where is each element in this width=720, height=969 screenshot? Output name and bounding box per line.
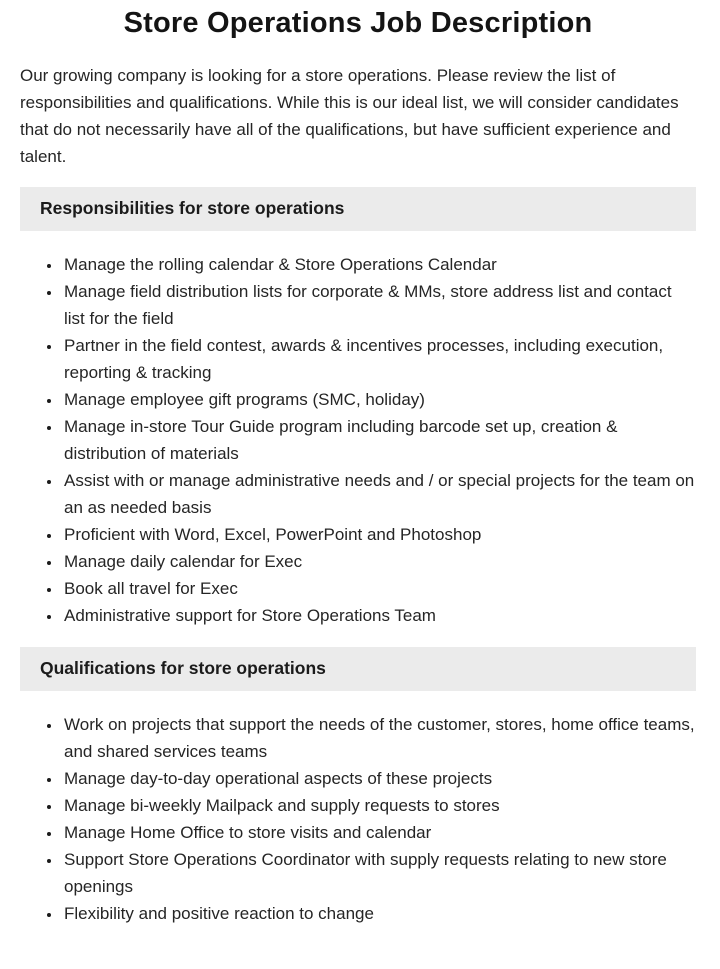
intro-paragraph: Our growing company is looking for a store operations. Please review the list of responsibilities and qualifications. While this is our ideal list, we will consider candidates that do not necessarily have all of the qualifications, but have sufficient experience and talent. bbox=[20, 66, 679, 166]
section-heading-qualifications-label: Qualifications for store operations bbox=[40, 658, 326, 678]
section-heading-responsibilities bbox=[20, 187, 696, 231]
job-description-page bbox=[0, 6, 720, 969]
list-item: • Manage employee gift programs (SMC, holiday) bbox=[62, 386, 696, 413]
list-item: • Administrative support for Store Operations Team bbox=[62, 602, 696, 629]
responsibilities-list bbox=[20, 251, 696, 629]
section-heading-qualifications bbox=[20, 647, 696, 691]
page-title: Store Operations Job Description bbox=[123, 7, 593, 39]
list-item: • Manage field distribution lists for corporate & MMs, store address list and contact list for the field bbox=[62, 278, 696, 332]
list-item: • Manage Home Office to store visits and calendar bbox=[62, 819, 696, 846]
list-item: • Proficient with Word, Excel, PowerPoint and Photoshop bbox=[62, 521, 696, 548]
list-item: • Work on projects that support the needs of the customer, stores, home office teams, and shared services teams bbox=[62, 711, 696, 765]
list-item: • Manage bi-weekly Mailpack and supply requests to stores bbox=[62, 792, 696, 819]
list-item: • Assist with or manage administrative needs and / or special projects for the team on an as needed basis bbox=[62, 467, 696, 521]
list-item: • Manage day-to-day operational aspects of these projects bbox=[62, 765, 696, 792]
qualifications-list bbox=[20, 711, 696, 927]
list-item: • Flexibility and positive reaction to change bbox=[62, 900, 696, 927]
list-item: • Partner in the field contest, awards & incentives processes, including execution, reporting & tracking bbox=[62, 332, 696, 386]
list-item: • Manage the rolling calendar & Store Operations Calendar bbox=[62, 251, 696, 278]
list-item: • Book all travel for Exec bbox=[62, 575, 696, 602]
section-heading-responsibilities-label: Responsibilities for store operations bbox=[40, 198, 345, 218]
list-item: • Manage daily calendar for Exec bbox=[62, 548, 696, 575]
list-item: • Support Store Operations Coordinator with supply requests relating to new store openings bbox=[62, 846, 696, 900]
list-item: • Manage in-store Tour Guide program including barcode set up, creation & distribution of materials bbox=[62, 413, 696, 467]
